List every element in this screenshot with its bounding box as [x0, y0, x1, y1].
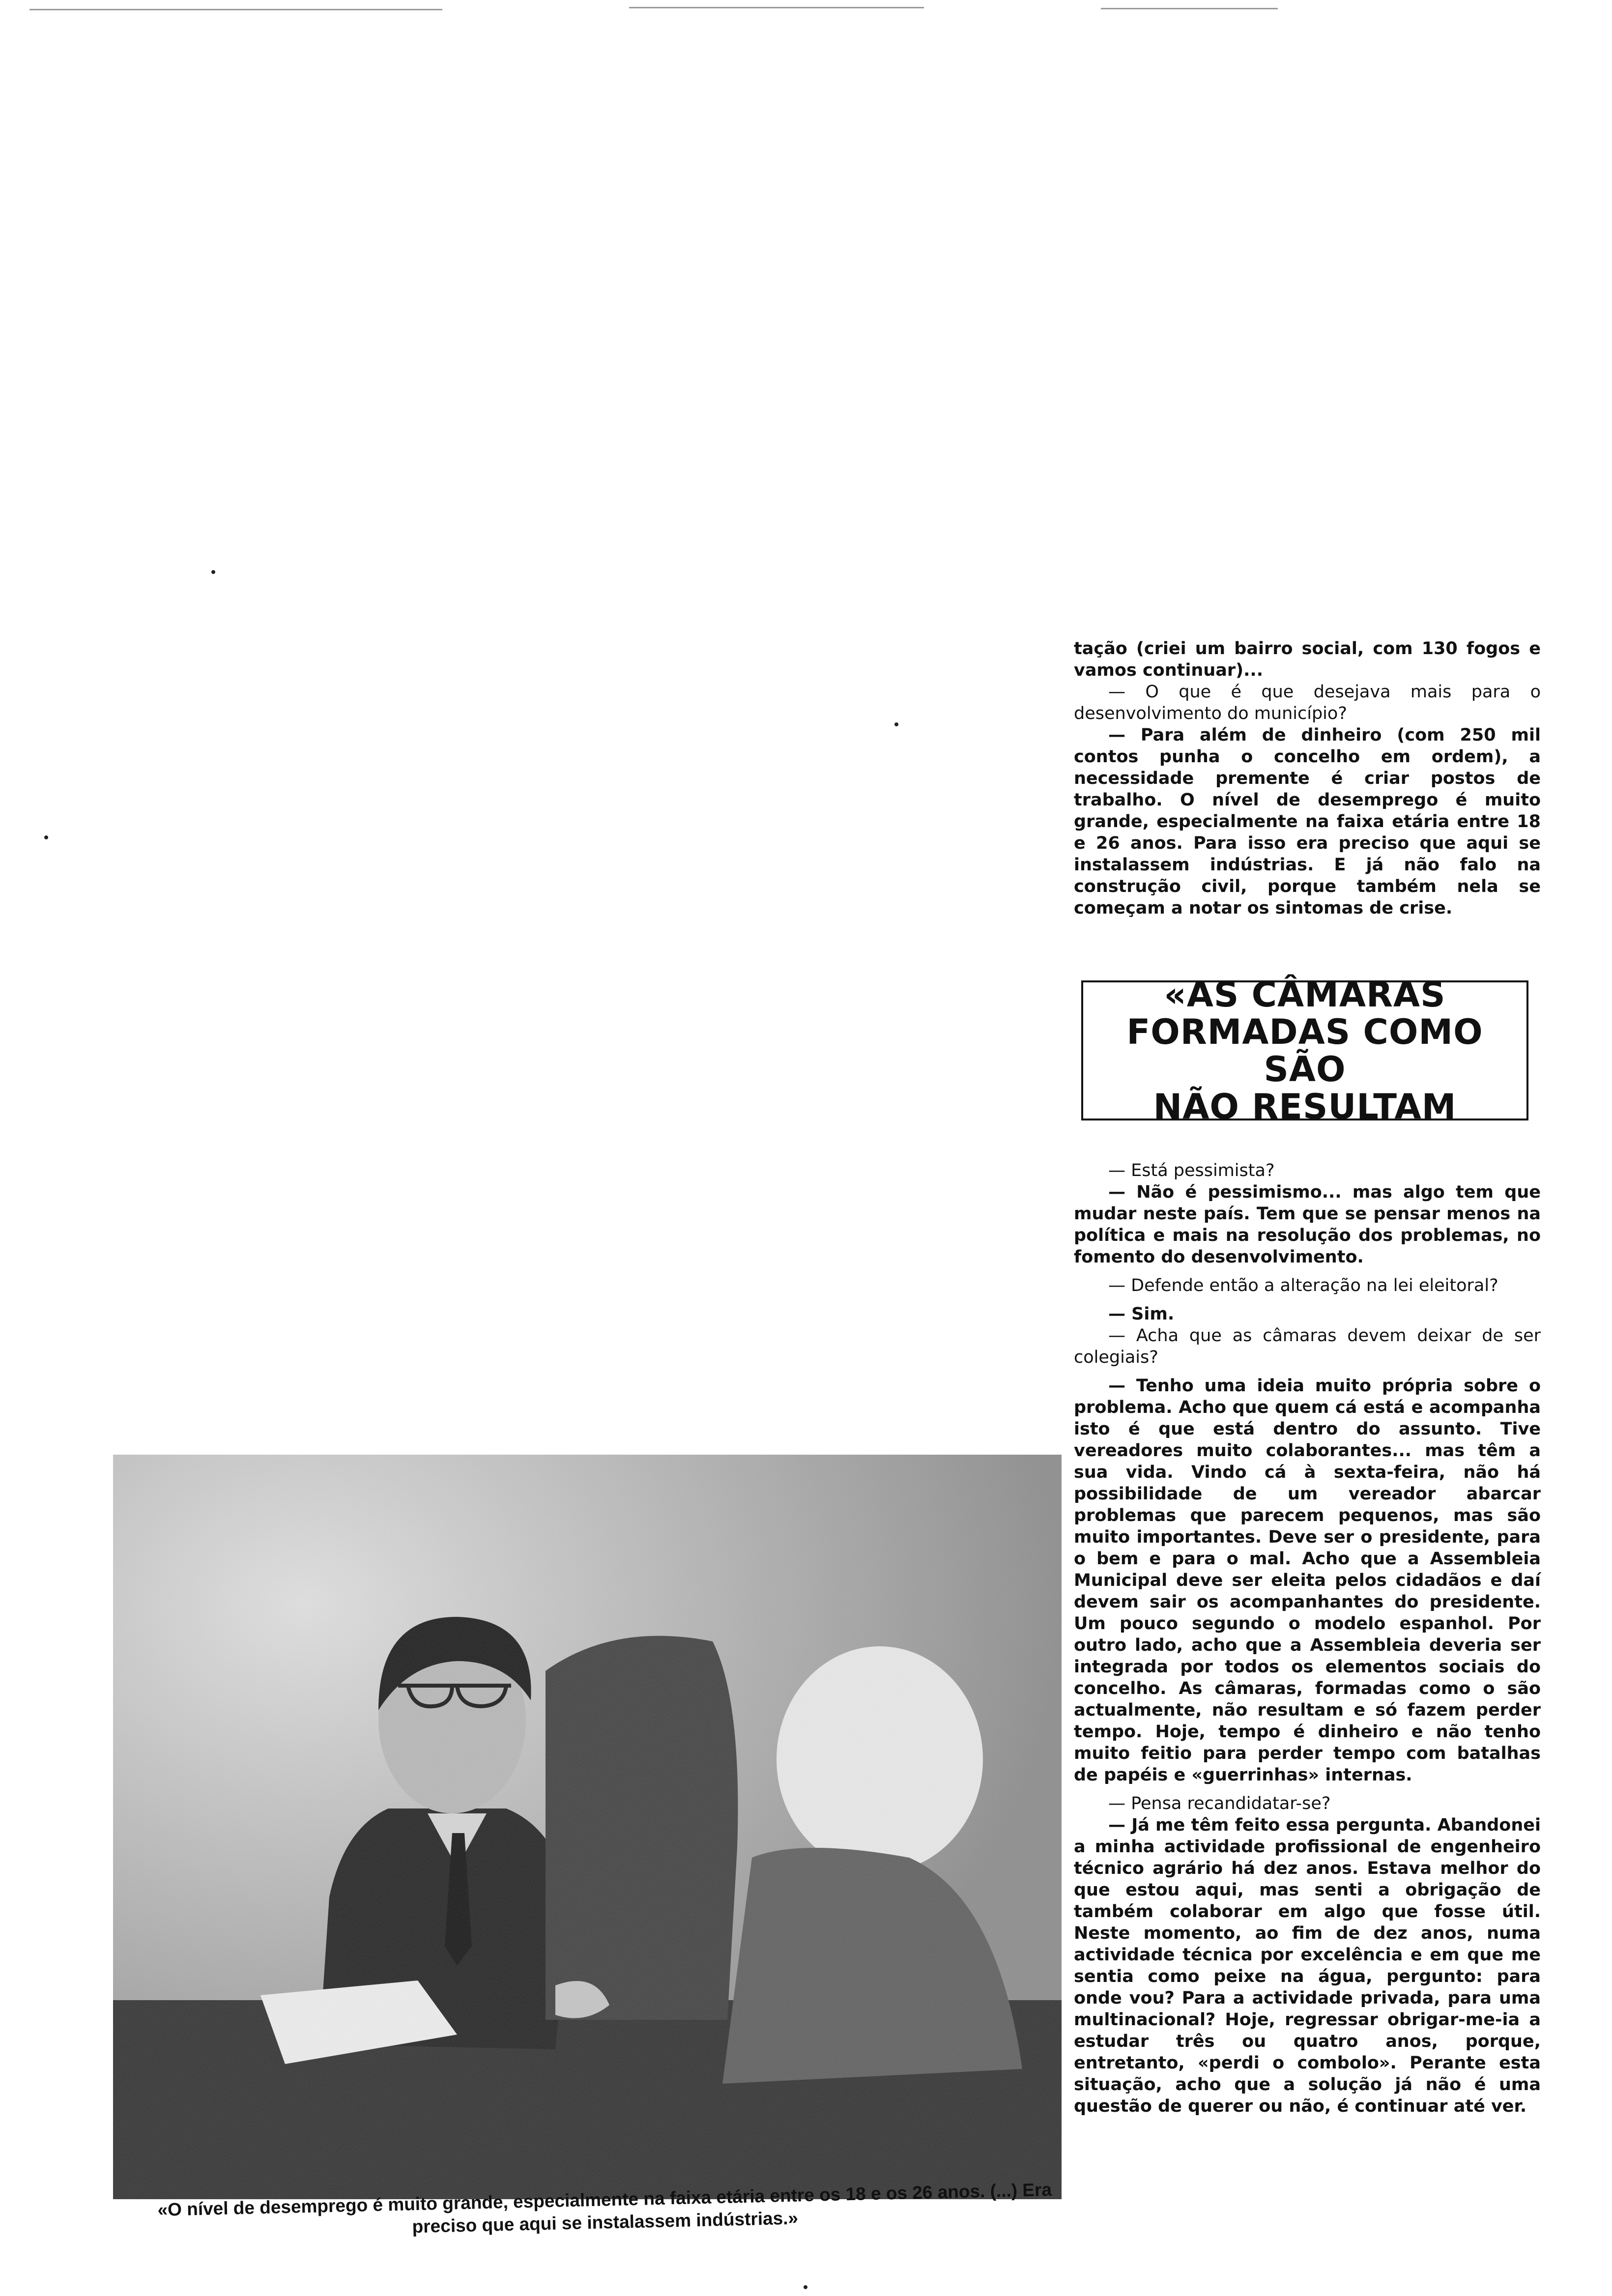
scan-speck	[44, 835, 48, 839]
photo-caption: «O nível de desemprego é muito grande, especialmente na faixa etária entre os 18 e os 26 anos. (...) Era preciso que aqui se instalassem indústrias.»	[157, 2179, 1052, 2237]
answer-reelection: — Já me têm feito essa pergunta. Abandonei a minha actividade profissional de engenheiro técnico agrário há dez anos. Estava melhor do que estou aqui, mas senti a obrigação de também colaborar em algo que fosse útil. Neste momento, ao fim de dez anos, numa actividade técnica por excelência e em que me sentia como peixe na água, pergunto: para onde vou? Para a actividade privada, para uma multinacional? Hoje, regressar obrigar-me-ia a estudar três ou quatro anos, porque, entretanto, «perdi o combolo». Perante esta situação, acho que a solução já não é uma questão de querer ou não, é continuar até ver.	[1074, 1815, 1541, 2116]
scan-speck	[894, 722, 898, 726]
question-reelection: — Pensa recandidatar-se?	[1108, 1794, 1331, 1813]
question-electoral-law: — Defende então a alteração na lei eleitoral?	[1108, 1276, 1498, 1295]
photo-grain	[113, 1455, 1062, 2199]
scan-edge-line	[629, 7, 924, 8]
scan-speck	[804, 2285, 807, 2289]
scan-edge-line	[1101, 8, 1278, 9]
question-development: — O que é que desejava mais para o desenvolvimento do município?	[1074, 682, 1541, 723]
answer-development: — Para além de dinheiro (com 250 mil contos punha o concelho em ordem), a necessidade premente é criar postos de trabalho. O nível de desemprego é muito grande, especialmente na faixa etária entre 18 e 26 anos. Para isso era preciso que aqui se instalassem indústrias. E já não falo na construção civil, porque também nela se começam a notar os sintomas de crise.	[1074, 725, 1541, 918]
question-collegial: — Acha que as câmaras devem deixar de ser colegiais?	[1074, 1326, 1541, 1367]
answer-collegial: — Tenho uma ideia muito própria sobre o problema. Acho que quem cá está e acompanha isto é que está dentro do assunto. Tive vereadores muito colaborantes... mas têm a sua vida. Vindo cá à sexta-feira, não há possibilidade de um vereador abarcar problemas que parecem pequenos, mas são muito importantes. Deve ser o presidente, para o bem e para o mal. Acho que a Assembleia Municipal deve ser eleita pelos cidadãos e daí devem sair os acompanhantes do presidente. Um pouco segundo o modelo espanhol. Por outro lado, acho que a Assembleia deveria ser integrada por todos os elementos sociais do concelho. As câmaras, formadas como o são actualmente, não resultam e só fazem perder tempo. Hoje, tempo é dinheiro e não tenho muito feitio para perder tempo com batalhas de papéis e «guerrinhas» internas.	[1074, 1376, 1541, 1785]
intro-paragraph: tação (criei um bairro social, com 130 fogos e vamos continuar)...	[1074, 639, 1541, 680]
scan-speck	[211, 570, 215, 574]
article-column-top	[1074, 638, 1541, 919]
interview-photo	[113, 1455, 1062, 2199]
article-column-bottom	[1074, 1160, 1541, 2117]
pull-quote-headline: «AS CÂMARAS FORMADAS COMO SÃO NÃO RESULTAM	[1081, 980, 1528, 1120]
answer-electoral-law: — Sim.	[1108, 1304, 1175, 1324]
interview-photo-illustration	[113, 1455, 1062, 2199]
question-pessimist: — Está pessimista?	[1108, 1161, 1275, 1180]
answer-pessimist: — Não é pessimismo... mas algo tem que mudar neste país. Tem que se pensar menos na política e mais na resolução dos problemas, no fomento do desenvolvimento.	[1074, 1182, 1541, 1267]
scan-edge-line	[29, 9, 442, 10]
